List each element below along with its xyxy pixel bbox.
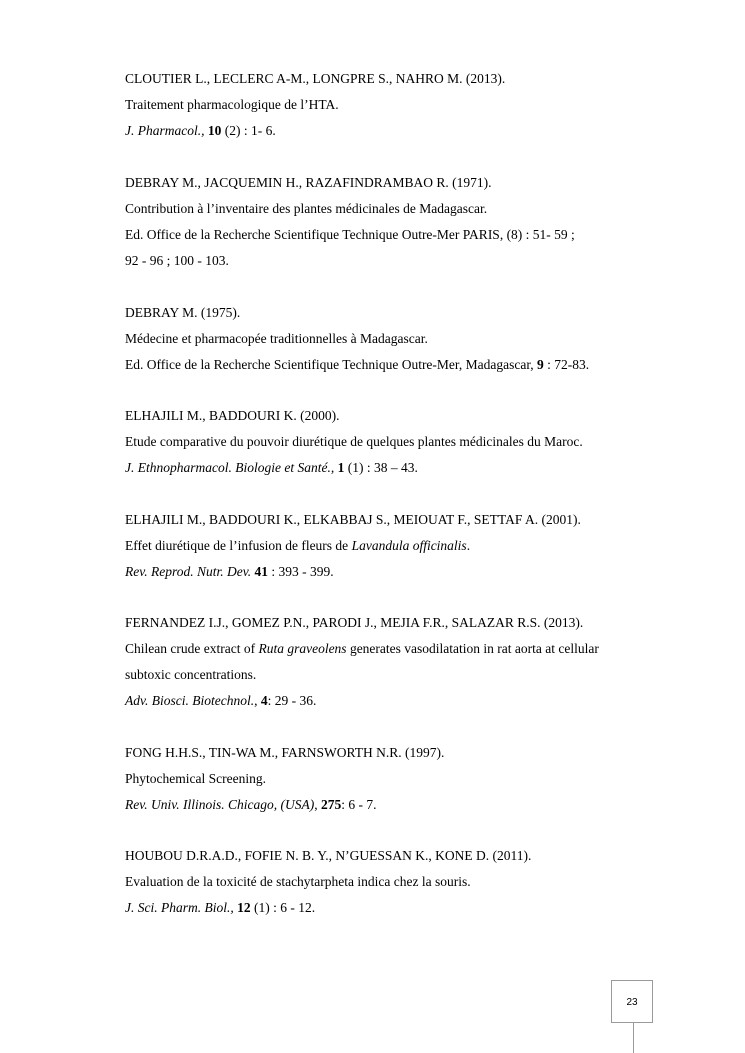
journal-name: Rev. Univ. Illinois. Chicago, (USA): [125, 797, 315, 812]
title-text: Effet diurétique de l’infusion de fleurs de: [125, 538, 352, 553]
reference-citation: [125, 357, 589, 373]
pages: (1) : 6 - 12.: [250, 900, 316, 915]
page-number: 23: [611, 980, 653, 1023]
reference-authors: FERNANDEZ I.J., GOMEZ P.N., PARODI J., MEJIA F.R., SALAZAR R.S. (2013).: [125, 615, 584, 630]
reference-citation: [125, 693, 316, 709]
volume: 4: [260, 693, 268, 708]
pages: : 6 - 7.: [341, 797, 377, 812]
pages: : 29 - 36.: [267, 693, 317, 708]
journal-name: Rev. Reprod. Nutr. Dev.: [125, 564, 252, 579]
reference-authors: HOUBOU D.R.A.D., FOFIE N. B. Y., N’GUESSAN K., KONE D. (2011).: [125, 848, 532, 863]
species-name: Lavandula officinalis: [351, 538, 467, 553]
volume: 12: [237, 900, 251, 915]
species-name: Ruta graveolens: [258, 641, 347, 656]
separator: ,: [314, 797, 321, 812]
title-text: .: [466, 538, 471, 553]
reference-citation: [125, 123, 276, 139]
pages: : 72-83.: [543, 357, 590, 372]
journal-name: J. Ethnopharmacol. Biologie et Santé.,: [125, 460, 335, 475]
reference-citation: [125, 460, 418, 476]
reference-title: Etude comparative du pouvoir diurétique de quelques plantes médicinales du Maroc.: [125, 434, 583, 449]
reference-authors: ELHAJILI M., BADDOURI K., ELKABBAJ S., MEIOUAT F., SETTAF A. (2001).: [125, 512, 581, 527]
reference-authors: DEBRAY M., JACQUEMIN H., RAZAFINDRAMBAO R. (1971).: [125, 175, 492, 190]
volume: 275: [320, 797, 342, 812]
separator: ,: [254, 693, 261, 708]
reference-title: [125, 538, 470, 554]
pages: : 393 - 399.: [267, 564, 334, 579]
reference-authors: DEBRAY M. (1975).: [125, 305, 241, 320]
journal-name: J. Pharmacol.,: [125, 123, 205, 138]
volume: 41: [254, 564, 268, 579]
reference-citation: [125, 900, 315, 916]
reference-authors: FONG H.H.S., TIN-WA M., FARNSWORTH N.R. (1997).: [125, 745, 445, 760]
reference-source: Ed. Office de la Recherche Scientifique Technique Outre-Mer PARIS, (8) : 51- 59 ;: [125, 227, 575, 242]
reference-source-cont: 92 - 96 ; 100 - 103.: [125, 253, 229, 268]
page-number-rule: [633, 1023, 634, 1053]
reference-citation: [125, 797, 376, 813]
journal-name: J. Sci. Pharm. Biol.,: [125, 900, 234, 915]
reference-title: Contribution à l’inventaire des plantes médicinales de Madagascar.: [125, 201, 488, 216]
volume: 10: [207, 123, 222, 138]
journal-name: Adv. Biosci. Biotechnol.: [125, 693, 255, 708]
volume: 9: [537, 357, 544, 372]
volume: 1: [337, 460, 345, 475]
pages: (2) : 1- 6.: [221, 123, 276, 138]
reference-title: [125, 641, 599, 657]
title-text: Chilean crude extract of: [125, 641, 259, 656]
reference-title: Phytochemical Screening.: [125, 771, 266, 786]
reference-authors: ELHAJILI M., BADDOURI K. (2000).: [125, 408, 340, 423]
reference-title: Traitement pharmacologique de l’HTA.: [125, 97, 339, 112]
title-text: generates vasodilatation in rat aorta at cellular: [346, 641, 599, 656]
reference-citation: [125, 564, 334, 580]
reference-authors: CLOUTIER L., LECLERC A-M., LONGPRE S., NAHRO M. (2013).: [125, 71, 506, 86]
pages: (1) : 38 – 43.: [344, 460, 418, 475]
reference-title-cont: subtoxic concentrations.: [125, 667, 257, 682]
source: Ed. Office de la Recherche Scientifique Technique Outre-Mer, Madagascar,: [125, 357, 538, 372]
reference-title: Evaluation de la toxicité de stachytarpheta indica chez la souris.: [125, 874, 471, 889]
reference-title: Médecine et pharmacopée traditionnelles à Madagascar.: [125, 331, 428, 346]
